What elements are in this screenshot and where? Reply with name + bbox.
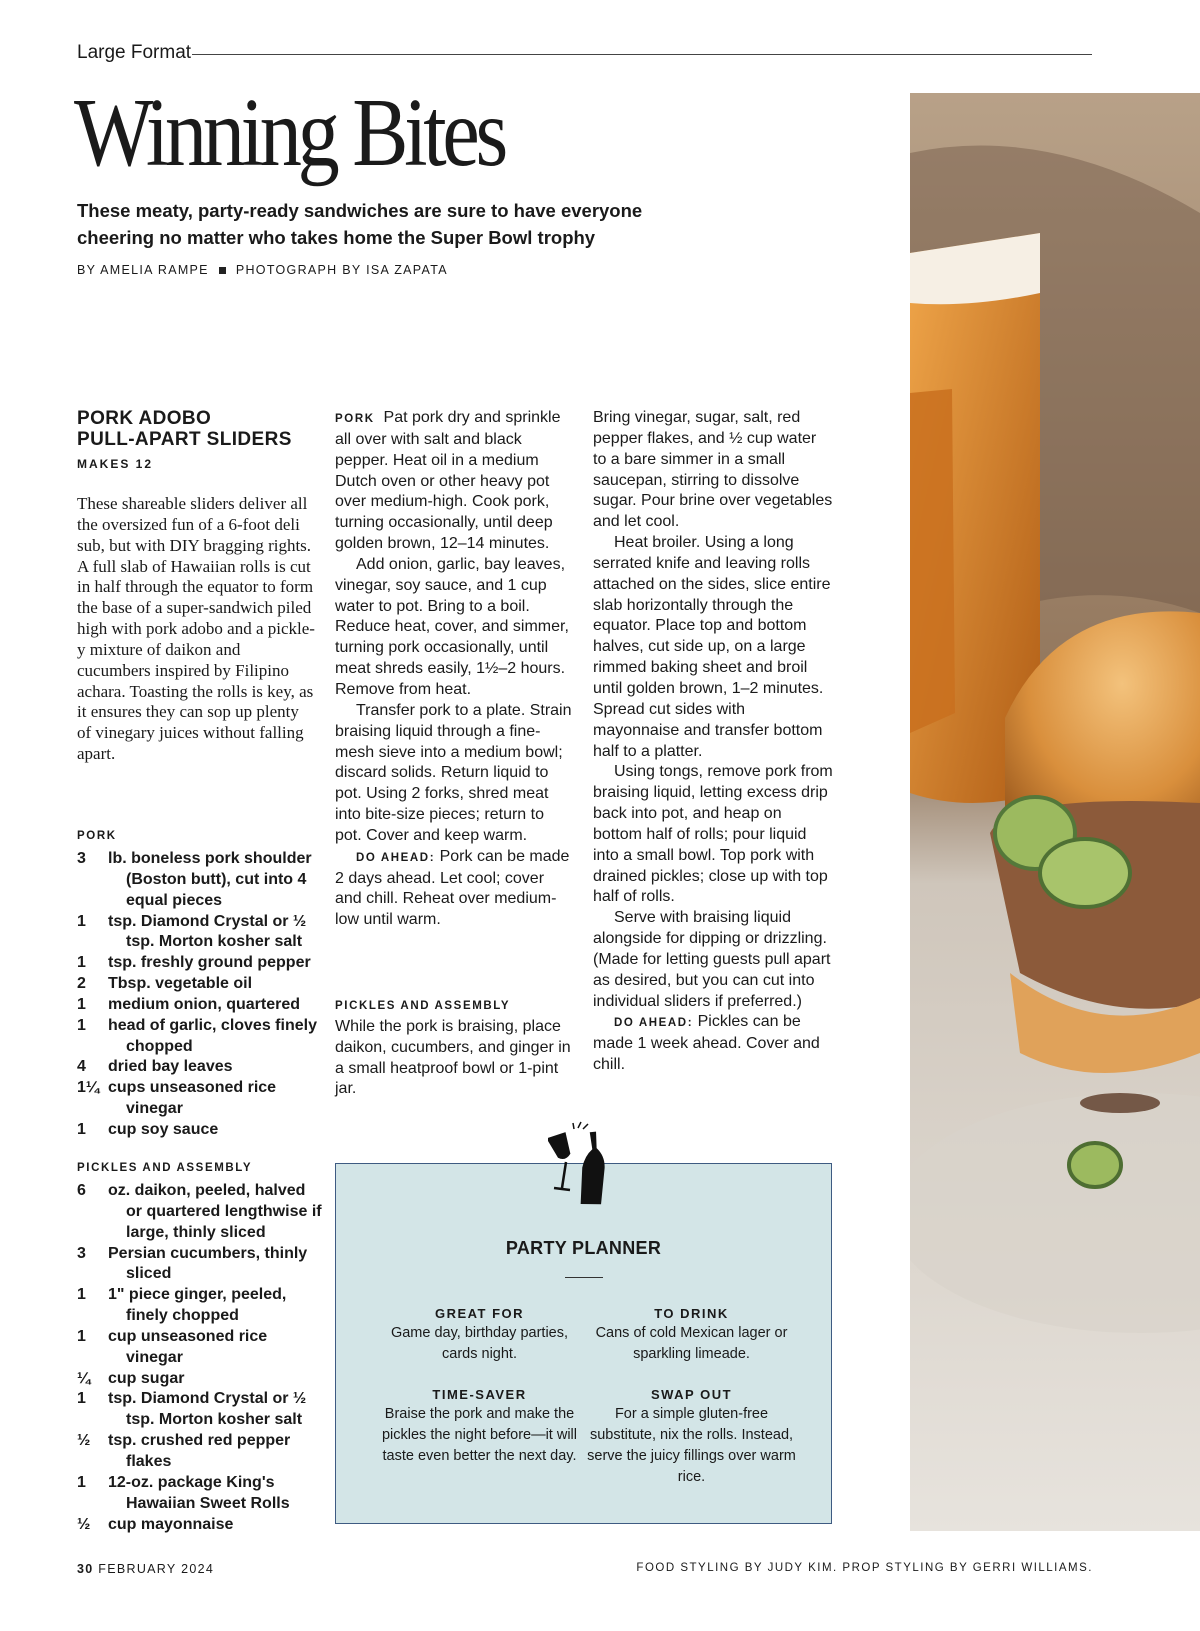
recipe-intro: These shareable sliders deliver all the oversized fun of a 6-foot deli sub, but with DIY bragging rights. A full slab of Hawaiian rolls is cut in half through the equator to form the base of a super-sandwich piled high with pork adobo and a pickle-y mixture of daikon and cucumbers inspired by Filipino achara. Toasting the rolls is key, as it ensures they can sop up plenty of vinegary juices without falling apart. <box>77 494 315 764</box>
issue-date: FEBRUARY 2024 <box>98 1562 215 1576</box>
planner-great-for: GREAT FOR Game day, birthday parties, cards night. <box>390 1306 569 1362</box>
ingredient-item: 6 oz. daikon, peeled, halved or quartered lengthwise if large, thinly sliced <box>77 1182 322 1241</box>
styling-credits: FOOD STYLING BY JUDY KIM. PROP STYLING BY GERRI WILLIAMS. <box>636 1562 1093 1574</box>
party-planner-title: PARTY PLANNER <box>505 1238 662 1258</box>
byline-separator <box>219 267 226 274</box>
ingredient-item: 1 tsp. freshly ground pepper <box>77 954 311 972</box>
ingredient-item: ½ tsp. crushed red pepper flakes <box>77 1432 291 1470</box>
method-pickles-continued <box>593 408 833 1076</box>
recipe-title <box>77 408 292 450</box>
ingredients-pork-list <box>77 849 322 1141</box>
planner-to-drink: TO DRINK Cans of cold Mexican lager or sparkling limeade. <box>595 1306 788 1362</box>
byline-photographer: PHOTOGRAPH BY ISA ZAPATA <box>235 263 448 277</box>
method-step: Using tongs, remove pork from braising liquid, letting excess drip back into pot, and heap on bottom half of rolls; pour liquid into a small bowl. Top pork with drained pickles; close up with top half of rolls. <box>593 763 833 906</box>
header-rule <box>192 54 1092 55</box>
byline <box>77 263 448 277</box>
method-step: Add onion, garlic, bay leaves, vinegar, soy sauce, and 1 cup water to pot. Bring to a boil. Reduce heat, cover, and simmer, turning pork occasionally, until meat shreds easily, 1½–2 hours. Remove from heat. <box>335 555 569 698</box>
page-number: 30 <box>77 1562 94 1576</box>
method-step: Heat broiler. Using a long serrated knife and leaving rolls attached on the sides, slice entire slab horizontally through the equator. Place top and bottom halves, cut side up, on a large rimmed baking sheet and broil until golden brown, 1–2 minutes. Spread cut sides with mayonnaise and transfer bottom half to a platter. <box>593 534 831 760</box>
ingredient-item: 1 medium onion, quartered <box>77 995 301 1013</box>
ingredient-item: ¼ cup sugar <box>77 1369 185 1387</box>
ingredient-item: 3 lb. boneless pork shoulder (Boston butt), cut into 4 equal pieces <box>77 850 312 909</box>
byline-author: BY AMELIA RAMPE <box>77 263 209 277</box>
recipe-title-line1: PORK ADOBO <box>77 408 212 429</box>
ingredient-item: 1 tsp. Diamond Crystal or ½ tsp. Morton kosher salt <box>77 1390 307 1429</box>
ingredients-pickles-heading: PICKLES AND ASSEMBLY <box>77 1162 253 1174</box>
dek: These meaty, party-ready sandwiches are sure to have everyone cheering no matter who takes home the Super Bowl trophy <box>77 200 643 248</box>
ingredient-item: 1 12-oz. package King's Hawaiian Sweet Rolls <box>77 1473 290 1512</box>
page-folio <box>77 1562 214 1576</box>
do-ahead-note: DO AHEAD: Pork can be made 2 days ahead. Let cool; cover and chill. Reheat over medium-low until warm. <box>335 847 570 929</box>
ingredients-pork-heading: PORK <box>77 830 117 842</box>
cheers-glasses-icon <box>548 1120 620 1210</box>
section-label: Large Format <box>77 42 192 63</box>
recipe-title-line2: PULL-APART SLIDERS <box>77 429 292 450</box>
method-step: Transfer pork to a plate. Strain braising liquid through a fine-mesh sieve into a medium bowl; discard solids. Return liquid to pot. Using 2 forks, shred meat into bite-size pieces; return to pot. Cover and keep warm. <box>335 701 572 844</box>
do-ahead-note: DO AHEAD: Pickles can be made 1 week ahead. Cover and chill. <box>593 1013 820 1074</box>
method-step: Serve with braising liquid alongside for dipping or drizzling. (Made for letting guests pull apart as desired, but you can cut into individual sliders if preferred.) <box>593 909 831 1010</box>
method-step: Bring vinegar, sugar, salt, red pepper flakes, and ½ cup water to a bare simmer in a small saucepan, stirring to dissolve sugar. Pour brine over vegetables and let cool. <box>593 409 833 531</box>
ingredient-item: 1 cup unseasoned rice vinegar <box>77 1327 268 1366</box>
ingredient-item: 2 Tbsp. vegetable oil <box>77 975 253 993</box>
ingredient-item: 1¼ cups unseasoned rice vinegar <box>77 1079 277 1118</box>
method-step: PORK Pat pork dry and sprinkle all over with salt and black pepper. Heat oil in a medium Dutch oven or other heavy pot over medium-high. Cook pork, turning occasionally, until deep golden brown, 12–14 minutes. <box>335 409 561 553</box>
ingredient-item: 4 dried bay leaves <box>77 1058 233 1076</box>
method-step: While the pork is braising, place daikon, cucumbers, and ginger in a small heatproof bowl or 1-pint jar. <box>335 1017 571 1098</box>
hero-photo <box>910 93 1200 1531</box>
ingredient-item: 3 Persian cucumbers, thinly sliced <box>77 1244 308 1283</box>
slider-photo-illustration <box>910 93 1200 1531</box>
party-planner-box <box>335 1163 832 1524</box>
method-pickles-label: PICKLES AND ASSEMBLY <box>335 1000 511 1012</box>
party-planner-rule <box>565 1277 603 1278</box>
page-title: Winning Bites <box>74 79 504 187</box>
ingredients-pickles-list <box>77 1181 322 1535</box>
ingredient-item: 1 tsp. Diamond Crystal or ½ tsp. Morton kosher salt <box>77 912 307 951</box>
ingredient-item: 1 cup soy sauce <box>77 1120 219 1138</box>
method-pork <box>335 408 575 931</box>
ingredient-item: ½ cup mayonnaise <box>77 1515 234 1533</box>
ingredient-item: 1 head of garlic, cloves finely chopped <box>77 1016 317 1055</box>
planner-time-saver: TIME-SAVER Braise the pork and make the pickles the night before—it will taste even better the next day. <box>381 1387 578 1464</box>
second-glass <box>910 389 955 733</box>
method-pork-label: PORK <box>335 413 375 425</box>
recipe-yield: MAKES 12 <box>77 457 154 471</box>
method-pickles <box>335 995 575 1100</box>
planner-swap-out: SWAP OUT For a simple gluten-free substitute, nix the rolls. Instead, serve the juicy fillings over warm rice. <box>587 1387 796 1485</box>
ingredient-item: 1 1" piece ginger, peeled, finely chopped <box>77 1286 287 1325</box>
